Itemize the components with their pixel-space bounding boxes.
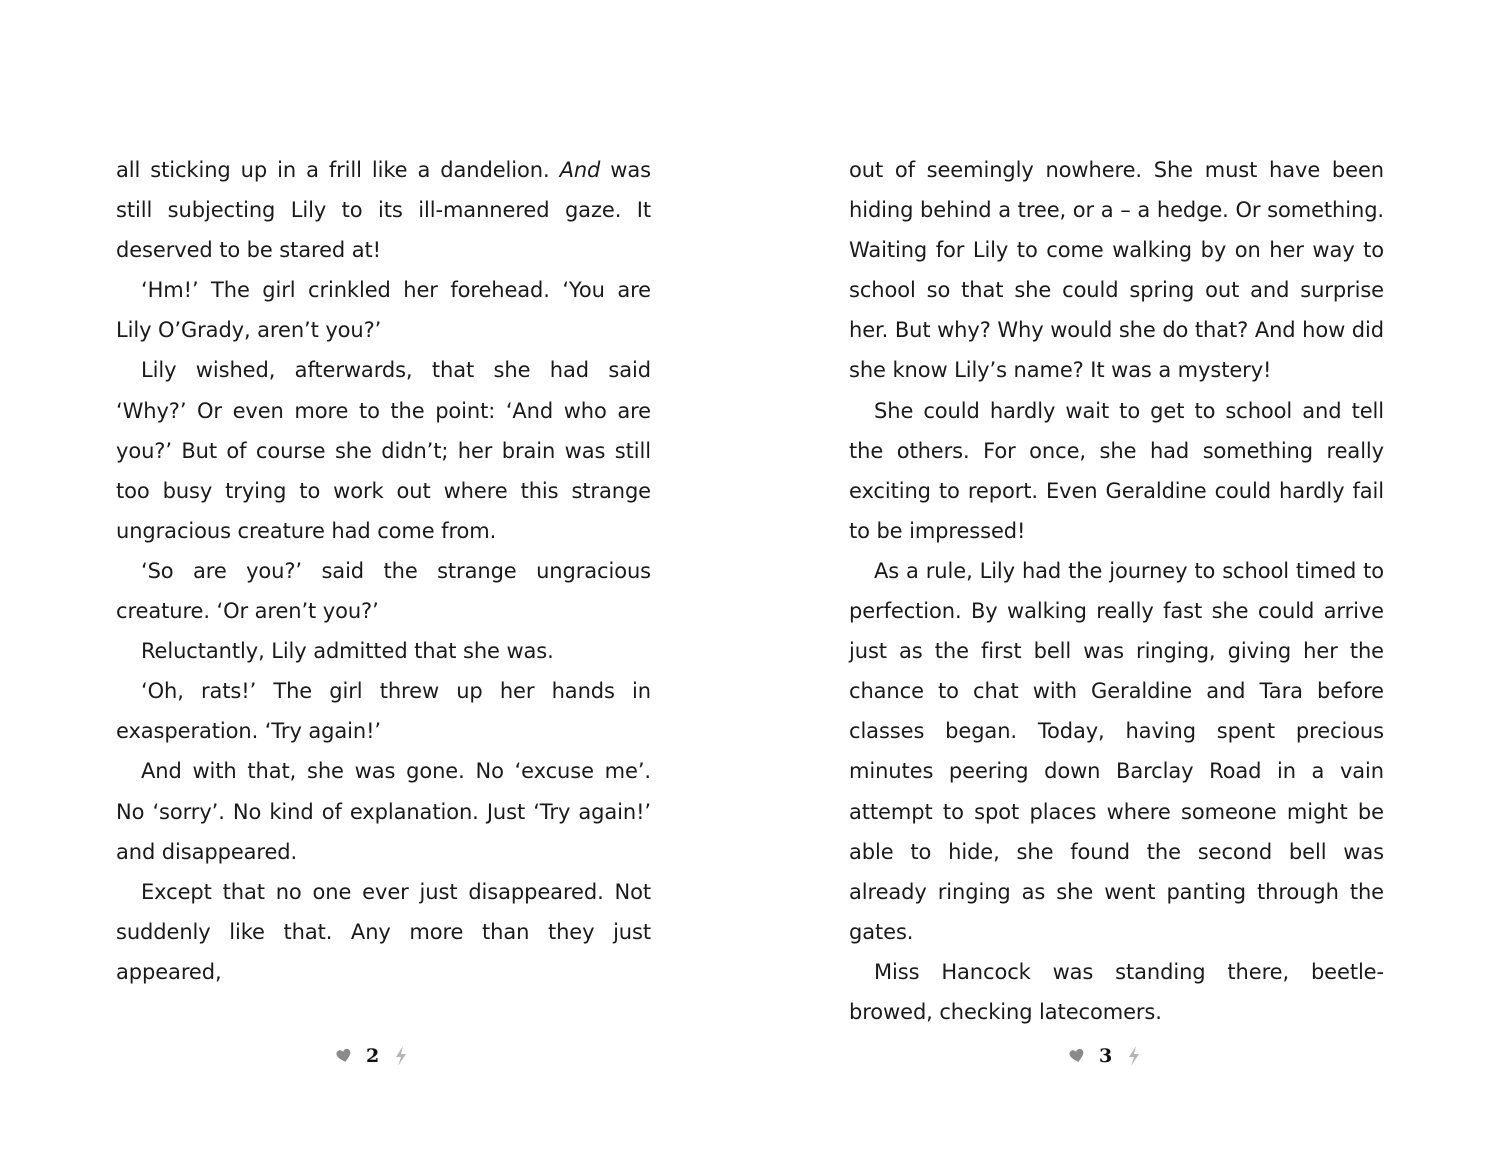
- paragraph: Reluctantly, Lily admitted that she was.: [141, 639, 554, 664]
- lightning-bolt-icon: [393, 1045, 409, 1067]
- paragraph: Lily wished, afterwards, that she had said ‘Why?’ Or even more to the point: ‘And who are you?’ But of course she didn’t; her brain was still too busy trying to work out where this strange ungracious creature had come from.: [116, 358, 651, 543]
- paragraph: out of seemingly nowhere. She must have been hiding behind a tree, or a – a hedge. Or something. Waiting for Lily to come walking by on her way to school so that she could spring out and surprise her. But why? Why would she do that? And how did she know Lily’s name? It was a mystery!: [849, 158, 1384, 383]
- paragraph: ‘Oh, rats!’ The girl threw up her hands in exasperation. ‘Try again!’: [116, 679, 651, 744]
- paragraph: ‘So are you?’ said the strange ungracious creature. ‘Or aren’t you?’: [116, 558, 651, 624]
- emphasis-text: And: [559, 158, 601, 182]
- paragraph: all sticking up in a frill like a dandelion. And was still subjecting Lily to its ill-mannered gaze. It deserved to be stared at!: [116, 158, 651, 263]
- heart-icon: [336, 1048, 352, 1064]
- page-left: [116, 150, 651, 992]
- paragraph: Except that no one ever just disappeared. Not suddenly like that. Any more than they just appeared,: [116, 879, 651, 984]
- page-number: 2: [366, 1044, 380, 1067]
- paragraph: ‘Hm!’ The girl crinkled her forehead. ‘You are Lily O’Grady, aren’t you?’: [116, 278, 651, 343]
- paragraph: And with that, she was gone. No ‘excuse me’. No ‘sorry’. No kind of explanation. Just ‘Try again!’ and disappeared.: [116, 759, 651, 864]
- page-number-footer-left: [336, 1042, 409, 1070]
- page-right: [849, 150, 1384, 1032]
- page-number: 3: [1099, 1044, 1113, 1067]
- heart-icon: [1069, 1048, 1085, 1064]
- paragraph: Miss Hancock was standing there, beetle-browed, checking latecomers.: [849, 959, 1384, 1024]
- paragraph: As a rule, Lily had the journey to school timed to perfection. By walking really fast she could arrive just as the first bell was ringing, giving her the chance to chat with Geraldine and Tara before classes began. Today, having spent precious minutes peering down Barclay Road in a vain attempt to spot places where someone might be able to hide, she found the second bell was already ringing as she went panting through the gates.: [849, 558, 1384, 944]
- lightning-bolt-icon: [1126, 1045, 1142, 1067]
- page-number-footer-right: [1069, 1042, 1142, 1070]
- paragraph: She could hardly wait to get to school and tell the others. For once, she had something really exciting to report. Even Geraldine could hardly fail to be impressed!: [849, 398, 1384, 543]
